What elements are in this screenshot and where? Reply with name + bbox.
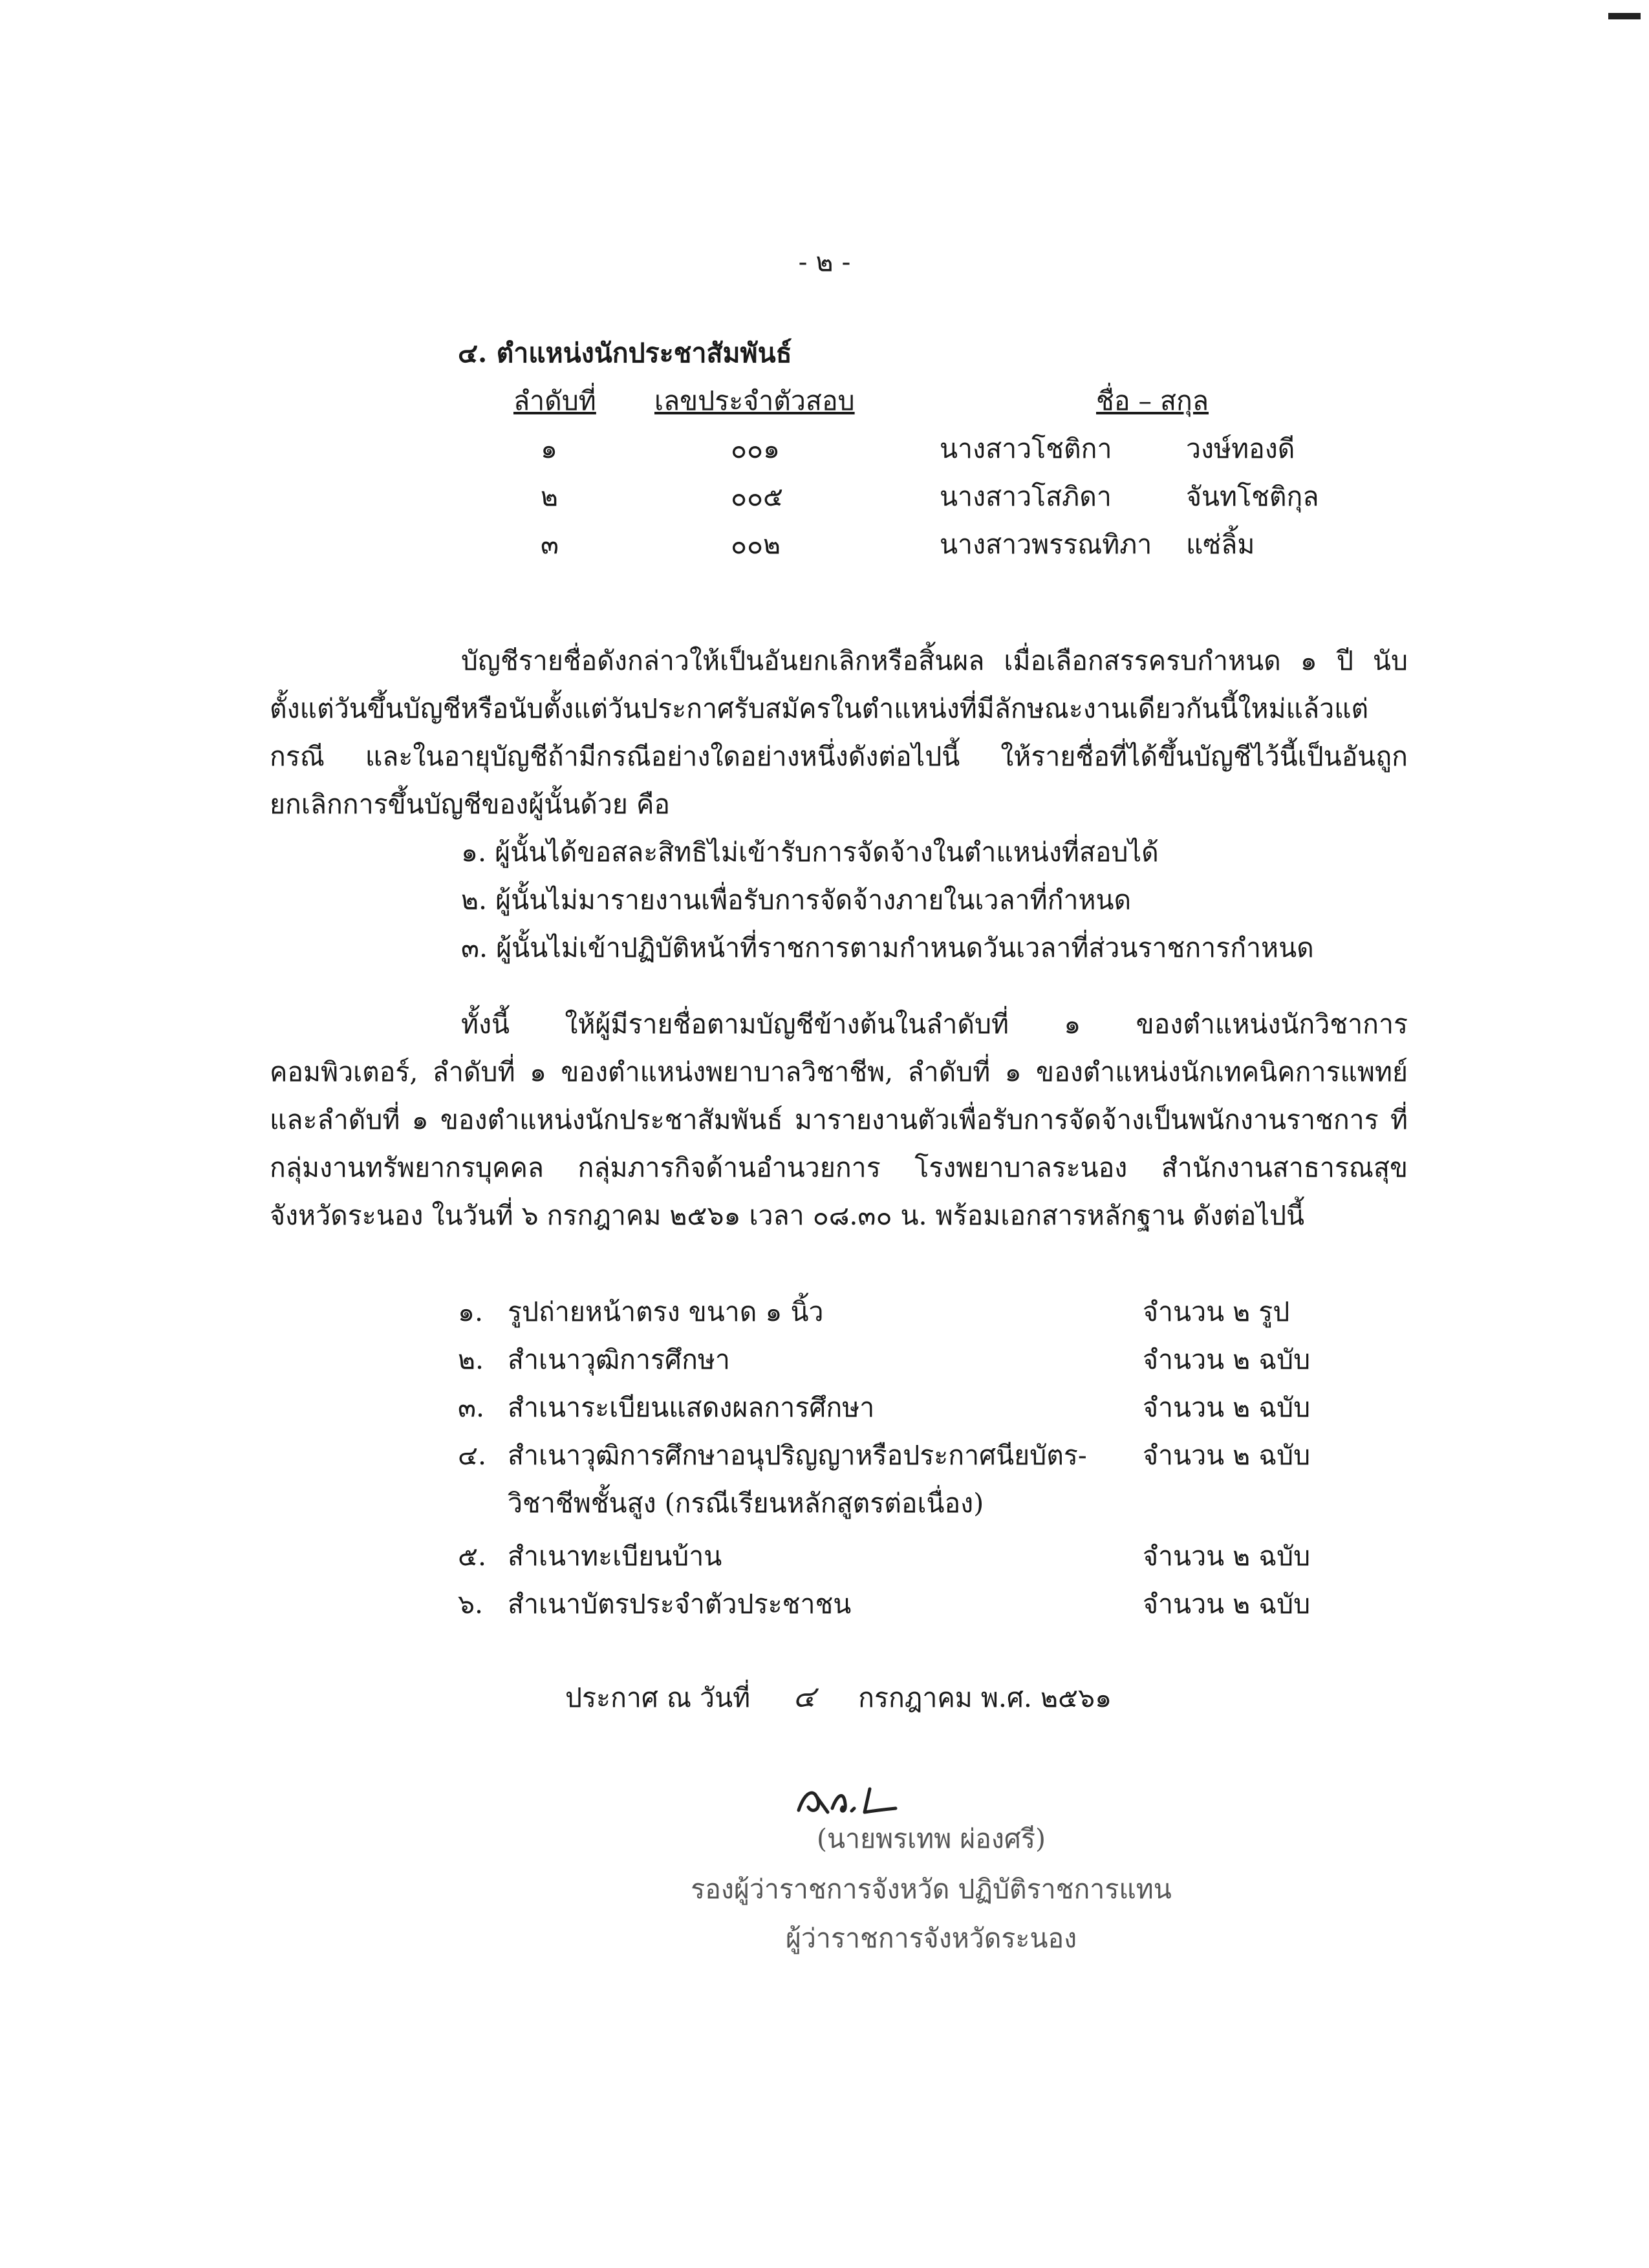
condition-item: ๓. ผู้นั้นไม่เข้าปฏิบัติหน้าที่ราชการตามกำหนดวันเวลาที่ส่วนราชการกำหนด [461,932,1314,963]
report-text: ทั้งนี้ ให้ผู้มีรายชื่อตามบัญชีข้างต้นในลำดับที่ ๑ ของตำแหน่งนักวิชาการคอมพิวเตอร์, ลำดับที่ ๑ ของตำแหน่งพยาบาลวิชาชีพ, ลำดับที่ ๑ ของตำแหน่งนักเทคนิคการแพทย์ และลำดับที่ ๑ ของตำแหน่งนักประชาสัมพันธ์ มารายงานตัวเพื่อรับการจัดจ้างเป็นพนักงานราชการ ที่กลุ่มงานทรัพยากรบุคคล กลุ่มภารกิจด้านอำนวยการ โรงพยาบาลระนอง สำนักงานสาธารณสุขจังหวัดระนอง ในวันที่ ๖ กรกฎาคม ๒๕๖๑ เวลา ๐๘.๓๐ น. พร้อมเอกสารหลักฐาน ดังต่อไปนี้ [270,1009,1408,1231]
candidates-table-header [0,377,1649,425]
signatory-position: รองผู้ว่าราชการจังหวัด ปฏิบัติราชการแทน [691,1874,1172,1905]
announcement-date [565,1673,1112,1722]
column-header-name: ชื่อ – สกุล [1096,385,1209,416]
candidate-surname: แซ่ลิ้ม [1186,529,1255,560]
document-number: ๕. [458,1541,487,1572]
column-header-order: ลำดับที่ [513,385,596,416]
document-name: สำเนาวุฒิการศึกษา [508,1344,730,1375]
candidate-exam-id: ๐๐๕ [731,481,784,512]
table-row [0,425,1649,473]
document-quantity: จำนวน ๒ รูป [1143,1296,1290,1327]
candidate-surname: วงษ์ทองดี [1186,433,1295,464]
document-name: รูปถ่ายหน้าตรง ขนาด ๑ นิ้ว [508,1296,824,1327]
announcement-month-year: กรกฎาคม พ.ศ. ๒๕๖๑ [858,1682,1112,1713]
document-number: ๔. [458,1440,487,1471]
table-row [0,473,1649,520]
announcement-prefix: ประกาศ ณ วันที่ [565,1682,751,1713]
candidate-order: ๓ [541,529,559,560]
signatory-position-province: ผู้ว่าราชการจังหวัดระนอง [785,1923,1077,1954]
signatory-name: (นายพรเทพ ผ่องศรี) [817,1823,1046,1854]
document-name: สำเนาระเบียนแสดงผลการศึกษา [508,1392,875,1423]
cancellation-text: บัญชีรายชื่อดังกล่าวให้เป็นอันยกเลิกหรือสิ้นผล เมื่อเลือกสรรครบกำหนด ๑ ปี นับตั้งแต่วันขึ้นบัญชีหรือนับตั้งแต่วันประกาศรับสมัครในตำแหน่งที่มีลักษณะงานเดียวกันนี้ใหม่แล้วแต่กรณี และในอายุบัญชีถ้ามีกรณีอย่างใดอย่างหนึ่งดังต่อไปนี้ ให้รายชื่อที่ได้ขึ้นบัญชีไว้นี้เป็นอันถูกยกเลิกการขึ้นบัญชีของผู้นั้นด้วย คือ [270,645,1408,820]
document-quantity: จำนวน ๒ ฉบับ [1143,1344,1311,1375]
document-quantity: จำนวน ๒ ฉบับ [1143,1541,1311,1572]
report-paragraph [270,1000,1408,1239]
candidate-first-name: นางสาวโชติกา [940,433,1112,464]
document-number: ๖. [458,1589,484,1620]
document-name: สำเนาทะเบียนบ้าน [508,1541,722,1572]
cancellation-paragraph [270,637,1408,828]
condition-item: ๑. ผู้นั้นได้ขอสละสิทธิไม่เข้ารับการจัดจ้างในตำแหน่งที่สอบได้ [461,837,1159,868]
document-quantity: จำนวน ๒ ฉบับ [1143,1440,1311,1471]
candidate-order: ๒ [541,481,559,512]
candidate-first-name: นางสาวโสภิดา [940,481,1112,512]
column-header-exam-id: เลขประจำตัวสอบ [654,385,855,416]
page-number: - ๒ - [798,246,851,277]
section-heading: ๔. ตำแหน่งนักประชาสัมพันธ์ [458,337,792,369]
candidate-first-name: นางสาวพรรณทิภา [940,529,1152,560]
document-number: ๑. [458,1296,484,1327]
candidate-exam-id: ๐๐๒ [731,529,781,560]
document-quantity: จำนวน ๒ ฉบับ [1143,1589,1311,1620]
document-number: ๒. [458,1344,484,1375]
document-number: ๓. [458,1392,485,1423]
candidate-exam-id: ๐๐๑ [731,433,781,464]
candidate-surname: จันทโชติกุล [1186,481,1319,512]
candidate-order: ๑ [541,433,558,464]
announcement-day: ๔ [793,1679,816,1714]
document-name: สำเนาบัตรประจำตัวประชาชน [508,1589,852,1620]
table-row [0,520,1649,568]
condition-item: ๒. ผู้นั้นไม่มารายงานเพื่อรับการจัดจ้างภายในเวลาที่กำหนด [461,884,1132,915]
document-name: สำเนาวุฒิการศึกษาอนุปริญญาหรือประกาศนียบัตร-วิชาชีพชั้นสูง (กรณีเรียนหลักสูตรต่อเนื่อง) [508,1440,1087,1519]
handwritten-signature [792,1781,909,1820]
document-quantity: จำนวน ๒ ฉบับ [1143,1392,1311,1423]
